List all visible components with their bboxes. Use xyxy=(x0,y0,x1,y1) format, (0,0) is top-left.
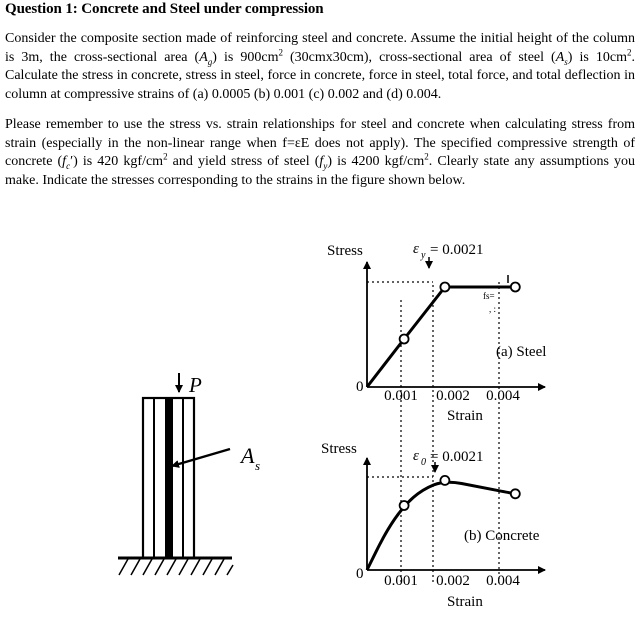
p1-text-5: . Calculate the stress in concrete, stress in steel, force in concrete, force in steel, total force, and total deflection in column at compressive strains of (a) 0.0005 (b) 0.001 (c) 0.002 and (d) 0.004. xyxy=(5,49,635,102)
concrete-origin-label: 0 xyxy=(356,566,364,582)
steel-annotation-value: = 0.0021 xyxy=(430,242,484,258)
ag-unit-exp: 2 xyxy=(278,46,283,57)
load-label: P xyxy=(189,373,202,397)
fy-unit-exp: 2 xyxy=(424,151,429,162)
p1-text-3: (30cmx30cm), cross-sectional area of steel ( xyxy=(282,49,556,65)
p2-text-2: ) is 420 kgf/cm xyxy=(73,154,164,170)
steel-tick-label: 0.004 xyxy=(486,388,520,404)
fc-prime: ′ xyxy=(70,154,74,170)
ag-symbol: A xyxy=(199,49,208,65)
steel-stress-strain-curve xyxy=(367,287,515,387)
concrete-annotation-symbol: ε xyxy=(413,448,419,464)
column-diagram xyxy=(118,373,260,575)
concrete-ylabel: Stress xyxy=(321,441,357,457)
concrete-tick-label: 0.002 xyxy=(436,573,470,589)
concrete-annotation-subscript: 0 xyxy=(421,457,426,468)
fy-subscript: y xyxy=(323,160,328,171)
steel-marker xyxy=(440,283,449,292)
steel-annotation-symbol: ε xyxy=(413,241,419,257)
steel-area-label: A xyxy=(241,443,255,468)
steel-area-subscript: s xyxy=(255,458,261,473)
steel-tick-label: 0.002 xyxy=(436,388,470,404)
fy-symbol: f xyxy=(319,154,324,170)
p2-text-4: ) is 4200 kgf/cm xyxy=(327,154,425,170)
concrete-tick-label: 0.004 xyxy=(486,573,520,589)
fc-symbol: f xyxy=(62,154,67,170)
concrete-marker xyxy=(400,501,409,510)
steel-fs-dots: , : xyxy=(489,304,497,314)
steel-tick-label: 0.001 xyxy=(384,388,418,404)
p2-text-1: Please remember to use the stress vs. strain relationships for steel and concrete when calculating stress from strain (especially in the non-linear range when f=εE does not apply). The specified compressive strength of concrete ( xyxy=(5,117,635,170)
steel-xlabel: Strain xyxy=(447,408,483,424)
steel-chart xyxy=(327,241,546,424)
p2-text-3: and yield stress of steel ( xyxy=(167,154,320,170)
steel-fs-label: fs= xyxy=(483,291,495,301)
concrete-tick-label: 0.001 xyxy=(384,573,418,589)
question-title: Question 1: Concrete and Steel under compression xyxy=(5,1,324,17)
ag-subscript: g xyxy=(207,56,213,67)
steel-origin-label: 0 xyxy=(356,379,364,395)
fc-unit-exp: 2 xyxy=(163,151,168,162)
concrete-marker xyxy=(511,489,520,498)
concrete-stress-strain-curve xyxy=(367,482,515,570)
p2-text-5: . Clearly state any assumptions you make. Indicate the stresses corresponding to the strains in the figure shown below. xyxy=(5,154,636,188)
p1-text-1: Consider the composite section made of reinforcing steel and concrete. Assume the initial height of the column is 3m, the cross-sectional area ( xyxy=(5,31,635,65)
steel-ylabel: Stress xyxy=(327,243,363,259)
concrete-annotation-value: = 0.0021 xyxy=(430,449,484,465)
concrete-marker xyxy=(440,476,449,485)
fc-subscript: c xyxy=(66,160,71,171)
steel-marker xyxy=(511,283,520,292)
ground-hatching xyxy=(119,559,233,575)
steel-caption: (a) Steel xyxy=(496,344,547,360)
p1-text-2: ) is 900cm xyxy=(212,49,279,65)
concrete-caption: (b) Concrete xyxy=(464,528,540,544)
steel-annotation-subscript: y xyxy=(421,250,426,261)
steel-marker xyxy=(400,335,409,344)
p1-text-4: ) is 10cm xyxy=(567,49,627,65)
steel-pointer-arrow xyxy=(172,449,230,466)
as-subscript: s xyxy=(564,56,568,67)
steel-bar xyxy=(165,398,173,558)
as-symbol: A xyxy=(555,49,565,65)
concrete-xlabel: Strain xyxy=(447,594,483,610)
as-unit-exp: 2 xyxy=(626,46,632,57)
